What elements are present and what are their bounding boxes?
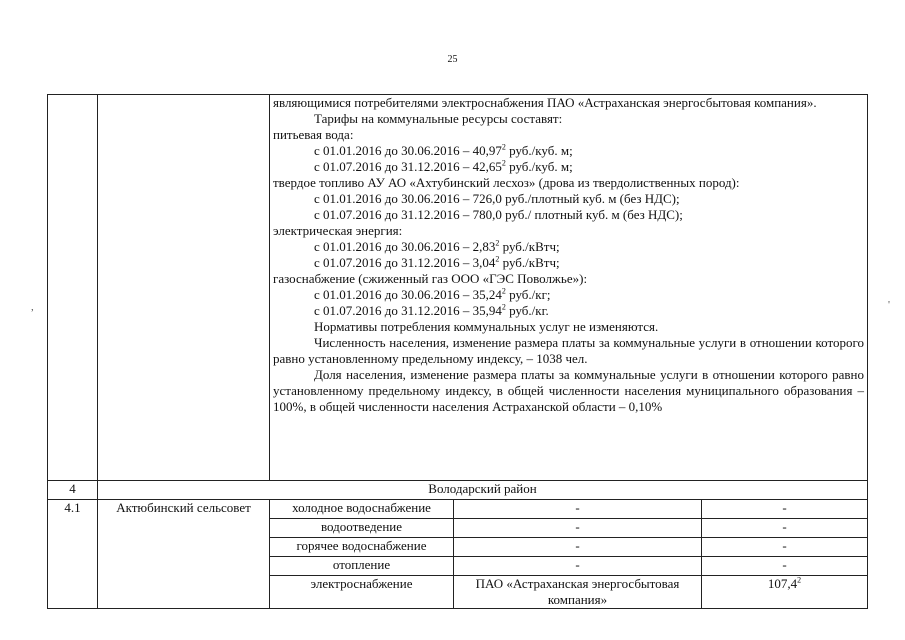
paragraph-population: Численность населения, изменение размера платы за коммунальные услуги в отношении которого равно установленному предельному индексу, – 1038 чел.	[273, 335, 865, 366]
water-label: питьевая вода:	[273, 127, 354, 142]
number-cell	[48, 95, 98, 481]
water-tariff-1: с 01.01.2016 до 30.06.2016 – 40,97$^2$ руб./куб. м;	[314, 142, 573, 158]
provider-name: -	[454, 519, 702, 538]
water-tariff-2: с 01.07.2016 до 31.12.2016 – 42,65$^2$ руб./куб. м;	[314, 158, 573, 174]
paragraph-tariffs-intro: Тарифы на коммунальные ресурсы составят:	[314, 111, 563, 126]
paragraph-consumers: являющимися потребителями электроснабжения ПАО «Астраханская энергосбытовая компания».	[273, 95, 817, 110]
fuel-tariff-2: с 01.07.2016 до 31.12.2016 – 780,0 руб./ плотный куб. м (без НДС);	[314, 207, 683, 222]
electric-tariff-1: с 01.01.2016 до 30.06.2016 – 2,83$^2$ руб./кВтч;	[314, 238, 560, 254]
fuel-label: твердое топливо АУ АО «Ахтубинский лесхоз» (дрова из твердолиственных пород):	[273, 175, 740, 190]
provider-name: -	[454, 538, 702, 557]
provider-name: -	[454, 557, 702, 576]
stray-mark: '	[888, 299, 890, 311]
fuel-tariff-1: с 01.01.2016 до 30.06.2016 – 726,0 руб./плотный куб. м (без НДС);	[314, 191, 680, 206]
settlement-number: 4.1	[48, 500, 98, 609]
tariff-value: -	[702, 500, 868, 519]
tariff-value: -	[702, 519, 868, 538]
electric-tariff-2: с 01.07.2016 до 31.12.2016 – 3,04$^2$ руб./кВтч;	[314, 254, 560, 270]
page-number: 25	[447, 54, 458, 65]
tariff-value: -	[702, 538, 868, 557]
service-name: электроснабжение	[270, 576, 454, 609]
district-name: Володарский район	[98, 481, 868, 500]
paragraph-norms: Нормативы потребления коммунальных услуг не изменяются.	[314, 319, 659, 334]
district-row	[48, 481, 868, 500]
stray-mark: ,	[31, 301, 34, 313]
gas-tariff-2: с 01.07.2016 до 31.12.2016 – 35,94$^2$ руб./кг.	[314, 302, 549, 318]
settlement-cell	[98, 95, 270, 481]
provider-name: ПАО «Астраханская энергосбытовая компания»	[454, 576, 702, 609]
gas-label: газоснабжение (сжиженный газ ООО «ГЭС Поволжье»):	[273, 271, 588, 286]
tariff-value: -	[702, 557, 868, 576]
description-cell	[270, 95, 868, 481]
provider-name: -	[454, 500, 702, 519]
settlement-name: Актюбинский сельсовет	[98, 500, 270, 609]
service-name: отопление	[270, 557, 454, 576]
tariff-value: 107,4$^2$	[702, 576, 868, 609]
district-number: 4	[48, 481, 98, 500]
continuation-row	[48, 95, 868, 481]
gas-tariff-1: с 01.01.2016 до 30.06.2016 – 35,24$^2$ руб./кг;	[314, 286, 551, 302]
service-name: холодное водоснабжение	[270, 500, 454, 519]
electric-label: электрическая энергия:	[273, 223, 403, 238]
tariff-table	[47, 94, 868, 609]
service-row	[48, 500, 868, 519]
paragraph-share: Доля населения, изменение размера платы за коммунальные услуги в отношении которого равно установленному предельному индексу, в общей численности населения муниципального образования – 100%, в общей численности населения Астраханской области – 0,10%	[273, 367, 865, 414]
service-name: горячее водоснабжение	[270, 538, 454, 557]
service-name: водоотведение	[270, 519, 454, 538]
